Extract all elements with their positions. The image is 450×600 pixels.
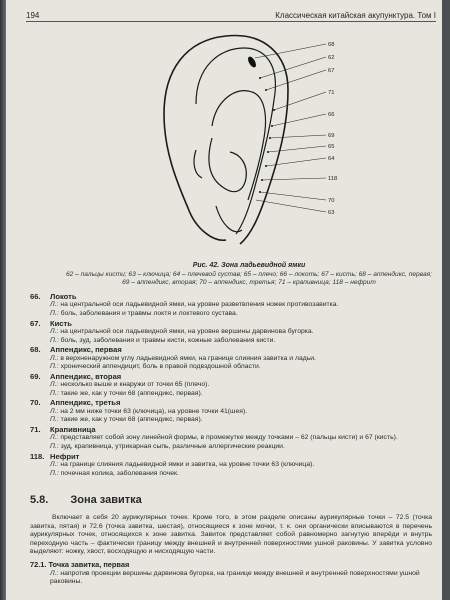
entry-title: Кисть bbox=[50, 318, 72, 328]
label-63: 63 bbox=[328, 210, 335, 216]
entry-heading bbox=[30, 292, 434, 301]
subsection-title: 72.1. Точка завитка, первая bbox=[30, 559, 130, 569]
entry-69 bbox=[30, 372, 434, 399]
label-71: 71 bbox=[328, 90, 335, 96]
entry-heading bbox=[30, 398, 434, 407]
entry-location: Л.: несколько выше и кнаружи от точки 65 (плечо). bbox=[50, 381, 210, 389]
entry-heading bbox=[30, 345, 434, 354]
ear-outline bbox=[164, 36, 288, 244]
point-entries bbox=[30, 292, 434, 478]
entry-66 bbox=[30, 292, 434, 319]
lobe bbox=[216, 206, 242, 232]
tragus bbox=[194, 150, 202, 178]
entry-indication: П.: такие же, как у точки 68 (аппендикс, первая). bbox=[50, 389, 203, 397]
figure-caption-legend: 62 – пальцы кисти; 63 – ключица; 64 – плечевой сустав; 65 – плечо; 66 – локоть; 67 – кисть; 68 – аппендикс, первая; 69 – аппендикс, вторая; 70 – аппендикс, третья; 71 – крапивница; 118 – нефрит bbox=[66, 270, 432, 286]
running-title: Классическая китайская акупунктура. Том I bbox=[275, 11, 436, 20]
entry-heading bbox=[30, 425, 434, 434]
concha bbox=[209, 138, 246, 192]
entry-indication: П.: такие же, как у точки 68 (аппендикс, первая). bbox=[50, 416, 203, 424]
book-page bbox=[6, 0, 442, 600]
entry-number: 71. bbox=[30, 424, 41, 434]
entry-location: Л.: на центральной оси ладьевидной ямки, на уровне разветвления ножек противозавитка. bbox=[50, 301, 339, 309]
section-paragraph: Включает в себя 20 аурикулярных точек. Кроме того, в этом разделе описаны аурикулярные точки – 72.5 (точка завитка, пятая) и 72.6 (точка завитка, шестая), относящиеся к зоне мочки, т. к. они органически вписываются в перечень аурикулярных точек, относящихся к зоне завитка. Завиток представляет собой равномерно загнутую вперёди и внутрь переходную часть – фактически границу между внешней и внутренней поверхностями ушной раковины. У завитка условно выделяют: ножку, хвост, восходящую и нисходящую части. bbox=[30, 514, 432, 556]
antihelix bbox=[212, 91, 266, 200]
ear-diagram bbox=[156, 30, 346, 260]
subsection-72-1 bbox=[30, 561, 432, 587]
label-64: 64 bbox=[328, 156, 335, 162]
entry-title: Нефрит bbox=[50, 451, 80, 461]
entry-67 bbox=[30, 319, 434, 346]
section-helix-zone bbox=[30, 494, 432, 587]
entry-number: 118. bbox=[30, 451, 45, 461]
entry-location: Л.: на центральной оси ладьевидной ямки, на уровне вершины дарвинова бугорка. bbox=[50, 328, 314, 335]
label-67: 67 bbox=[328, 68, 335, 74]
section-number: 5.8. bbox=[30, 494, 49, 506]
entry-indication: П.: хронический аппендицит, боль в правой подвздошной области. bbox=[50, 363, 261, 371]
point-68-mark bbox=[246, 55, 257, 68]
entry-indication: П.: боль, зуд, заболевания и травмы кисти, кожные заболевания кисти. bbox=[50, 336, 276, 344]
label-118: 118 bbox=[328, 176, 338, 182]
label-70: 70 bbox=[328, 198, 335, 204]
entry-location: Л.: на 2 мм ниже точки 63 (ключица), на уровне точки 41(шея). bbox=[50, 407, 248, 415]
label-65: 65 bbox=[328, 144, 335, 150]
entry-location: Л.: на границе слияния ладьевидной ямки и завитка, на уровне точки 63 (ключица). bbox=[50, 460, 315, 468]
entry-71 bbox=[30, 425, 434, 452]
entry-heading bbox=[30, 372, 434, 381]
entry-number: 70. bbox=[30, 398, 41, 408]
entry-title: Аппендикс, вторая bbox=[50, 371, 122, 381]
entry-118 bbox=[30, 452, 434, 479]
label-68: 68 bbox=[328, 42, 335, 48]
entry-number: 66. bbox=[30, 292, 41, 301]
label-69: 69 bbox=[328, 133, 335, 139]
entry-indication: П.: зуд, крапивница, утрикарная сыпь, различные аллергические реакции. bbox=[50, 442, 285, 450]
entry-number: 69. bbox=[30, 371, 41, 381]
entry-location: Л.: представляет собой зону линейной формы, в промежутке между точками – 62 (пальцы кисти) и 67 (кисть). bbox=[50, 434, 398, 442]
figure-caption bbox=[66, 262, 432, 288]
entry-68 bbox=[30, 345, 434, 372]
entry-number: 68. bbox=[30, 345, 41, 355]
label-66: 66 bbox=[328, 112, 335, 118]
entry-heading bbox=[30, 452, 434, 461]
figure-caption-title: Рис. 42. Зона ладьевидной ямки bbox=[192, 262, 306, 269]
entry-number: 67. bbox=[30, 318, 41, 328]
running-header bbox=[26, 6, 436, 22]
entry-70 bbox=[30, 398, 434, 425]
section-heading bbox=[30, 494, 432, 506]
label-62: 62 bbox=[328, 55, 335, 61]
entry-heading bbox=[30, 319, 434, 328]
entry-title: Аппендикс, первая bbox=[50, 345, 122, 355]
section-title: Зона завитка bbox=[70, 494, 142, 506]
entry-indication: П.: боль, заболевания и травмы локтя и локтевого сустава. bbox=[50, 310, 238, 317]
entry-indication: П.: почечная колика, заболевания почек. bbox=[50, 469, 179, 477]
entry-title: Локоть bbox=[50, 292, 77, 301]
entry-title: Аппендикс, третья bbox=[50, 398, 121, 408]
subsection-location: Л.: напротив проекции вершины дарвинова бугорка, на границе между внешней и внутренней поверхностями ушной раковины. bbox=[50, 569, 420, 586]
entry-title: Крапивница bbox=[50, 424, 96, 434]
entry-location: Л.: в верхненаружном углу ладьевидной ямки, на границе слияния завитка и ладьи. bbox=[50, 354, 316, 362]
page-number: 194 bbox=[26, 11, 40, 20]
